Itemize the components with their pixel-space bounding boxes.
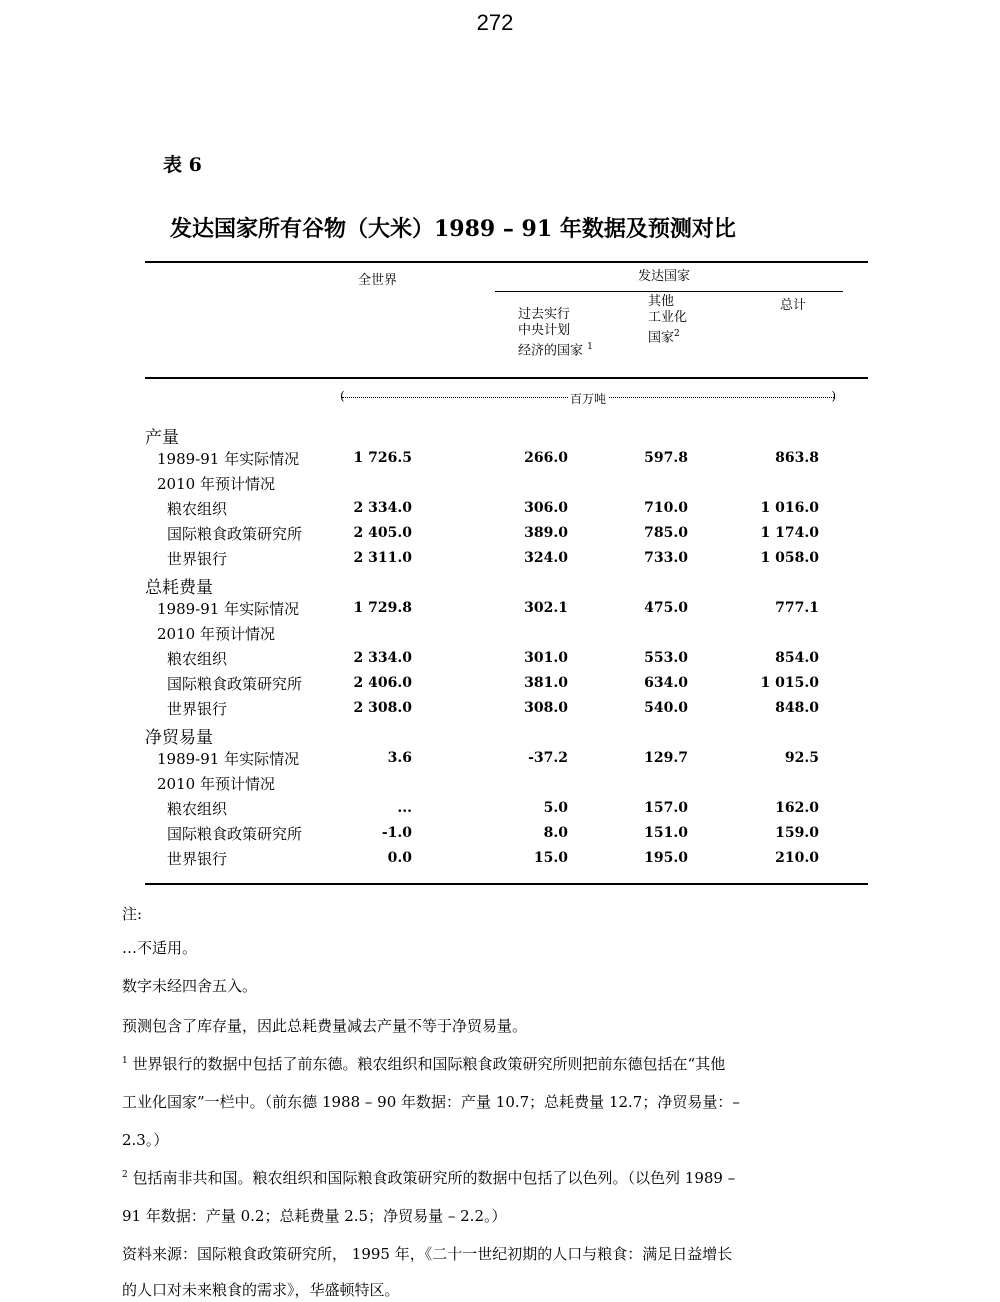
cell-value: 3.6 (387, 750, 412, 766)
row-label: 粮农组织 (167, 800, 228, 818)
table-row (0, 548, 1000, 573)
cell-value: 324.0 (524, 550, 568, 566)
row-label: 净贸易量 (145, 728, 213, 748)
cell-value: 381.0 (524, 675, 568, 691)
cell-value: 389.0 (524, 525, 568, 541)
cell-value: 553.0 (644, 650, 688, 666)
bottom-rule (145, 883, 868, 885)
note-stock: 预测包含了库存量，因此总耗费量减去产量不等于净贸易量。 (122, 1017, 528, 1035)
table-row (0, 798, 1000, 823)
footnote-1-line2: 工业化国家”一栏中。（前东德 1988 – 90 年数据：产量 10.7；总耗费量 12.7；净贸易量：– (122, 1093, 740, 1111)
cell-value: 2 311.0 (353, 550, 412, 566)
table-row (0, 773, 1000, 798)
cell-value: 0.0 (387, 850, 412, 866)
row-label: 总耗费量 (145, 578, 213, 598)
row-label: 1989-91 年实际情况 (157, 600, 300, 618)
footnote-1-line3: 2.3。） (122, 1131, 169, 1149)
cell-value: 15.0 (533, 850, 568, 866)
note-rounding: 数字未经四舍五入。 (122, 977, 258, 995)
row-label: 粮农组织 (167, 650, 228, 668)
cell-value: -1.0 (381, 825, 412, 841)
header-line: 工业化 (648, 310, 688, 325)
cell-value: 777.1 (775, 600, 819, 616)
unit-label: 百万吨 (570, 392, 607, 406)
cell-value: 1 015.0 (760, 675, 819, 691)
cell-value: 2 334.0 (353, 650, 412, 666)
table-row (0, 523, 1000, 548)
cell-value: 1 729.8 (353, 600, 412, 616)
row-label: 世界银行 (167, 550, 228, 568)
header-bottom-rule (145, 377, 868, 379)
cell-value: 306.0 (524, 500, 568, 516)
row-label: 国际粮食政策研究所 (167, 825, 303, 843)
source-line1: 资料来源：国际粮食政策研究所， 1995 年，《二十一世纪初期的人口与粮食：满足日益增长 (122, 1245, 733, 1263)
cell-value: 2 308.0 (353, 700, 412, 716)
header-former-planned (518, 307, 593, 359)
cell-value: 1 058.0 (760, 550, 819, 566)
table-row (0, 648, 1000, 673)
unit-span: ( ) 百万吨 (340, 389, 836, 406)
section-row (0, 423, 1000, 448)
cell-value: 1 726.5 (353, 450, 412, 466)
developed-rule (495, 291, 843, 292)
cell-value: 1 016.0 (760, 500, 819, 516)
cell-value: 5.0 (543, 800, 568, 816)
header-line: 中央计划 (518, 323, 571, 338)
cell-value: 129.7 (644, 750, 688, 766)
row-label: 国际粮食政策研究所 (167, 675, 303, 693)
table-row (0, 848, 1000, 873)
table-row (0, 598, 1000, 623)
cell-value: 540.0 (644, 700, 688, 716)
header-developed: 发达国家 (638, 269, 691, 284)
table-label: 表 6 (163, 154, 202, 176)
cell-value: 210.0 (775, 850, 819, 866)
footnote-2: $^2$ 包括南非共和国。粮农组织和国际粮食政策研究所的数据中包括了以色列。（以色列 1989 – (122, 1169, 736, 1187)
table-row (0, 473, 1000, 498)
cell-value: 2 405.0 (353, 525, 412, 541)
table-row (0, 673, 1000, 698)
cell-value: 159.0 (775, 825, 819, 841)
cell-value: 1 174.0 (760, 525, 819, 541)
cell-value: 863.8 (775, 450, 819, 466)
footnote-1: $^1$ 世界银行的数据中包括了前东德。粮农组织和国际粮食政策研究所则把前东德包括在“其他 (122, 1055, 726, 1073)
cell-value: 785.0 (644, 525, 688, 541)
header-line: 经济的国家 $^1$ (518, 342, 593, 359)
cell-value: 151.0 (644, 825, 688, 841)
cell-value: 302.1 (524, 600, 568, 616)
cell-value: 475.0 (644, 600, 688, 616)
cell-value: 854.0 (775, 650, 819, 666)
table-row (0, 623, 1000, 648)
footnote-2-line2: 91 年数据：产量 0.2；总耗费量 2.5；净贸易量 – 2.2。） (122, 1207, 507, 1225)
header-total: 总计 (780, 298, 807, 313)
note-na: …不适用。 (122, 939, 198, 957)
row-label: 世界银行 (167, 700, 228, 718)
cell-value: 157.0 (644, 800, 688, 816)
cell-value: 162.0 (775, 800, 819, 816)
row-label: 2010 年预计情况 (157, 475, 275, 493)
cell-value: 710.0 (644, 500, 688, 516)
cell-value: 848.0 (775, 700, 819, 716)
cell-value: ... (397, 800, 412, 816)
section-row (0, 723, 1000, 748)
row-label: 粮农组织 (167, 500, 228, 518)
cell-value: 301.0 (524, 650, 568, 666)
cell-value: 92.5 (784, 750, 819, 766)
cell-value: 8.0 (543, 825, 568, 841)
table-row (0, 448, 1000, 473)
cell-value: 195.0 (644, 850, 688, 866)
cell-value: 308.0 (524, 700, 568, 716)
cell-value: 266.0 (524, 450, 568, 466)
cell-value: 597.8 (644, 450, 688, 466)
section-row (0, 573, 1000, 598)
row-label: 1989-91 年实际情况 (157, 750, 300, 768)
row-label: 1989-91 年实际情况 (157, 450, 300, 468)
cell-value: 733.0 (644, 550, 688, 566)
table-title: 发达国家所有谷物（大米）1989 – 91 年数据及预测对比 (170, 216, 736, 242)
cell-value: 2 334.0 (353, 500, 412, 516)
table-row (0, 698, 1000, 723)
table-row (0, 748, 1000, 773)
header-world: 全世界 (358, 273, 398, 288)
table-row (0, 498, 1000, 523)
header-line: 其他 (648, 294, 675, 309)
row-label: 国际粮食政策研究所 (167, 525, 303, 543)
table-row (0, 823, 1000, 848)
notes-heading: 注: (122, 905, 143, 923)
row-label: 2010 年预计情况 (157, 775, 275, 793)
page-number: 272 (476, 10, 514, 35)
top-rule (145, 261, 868, 263)
cell-value: 2 406.0 (353, 675, 412, 691)
row-label: 世界银行 (167, 850, 228, 868)
row-label: 产量 (145, 428, 179, 448)
header-line: 过去实行 (518, 307, 571, 322)
cell-value: -37.2 (528, 750, 568, 766)
cell-value: 634.0 (644, 675, 688, 691)
row-label: 2010 年预计情况 (157, 625, 275, 643)
source-line2: 的人口对未来粮食的需求》，华盛顿特区。 (122, 1281, 400, 1299)
header-line: 国家$^2$ (648, 329, 680, 346)
header-other-industrial (648, 294, 687, 346)
